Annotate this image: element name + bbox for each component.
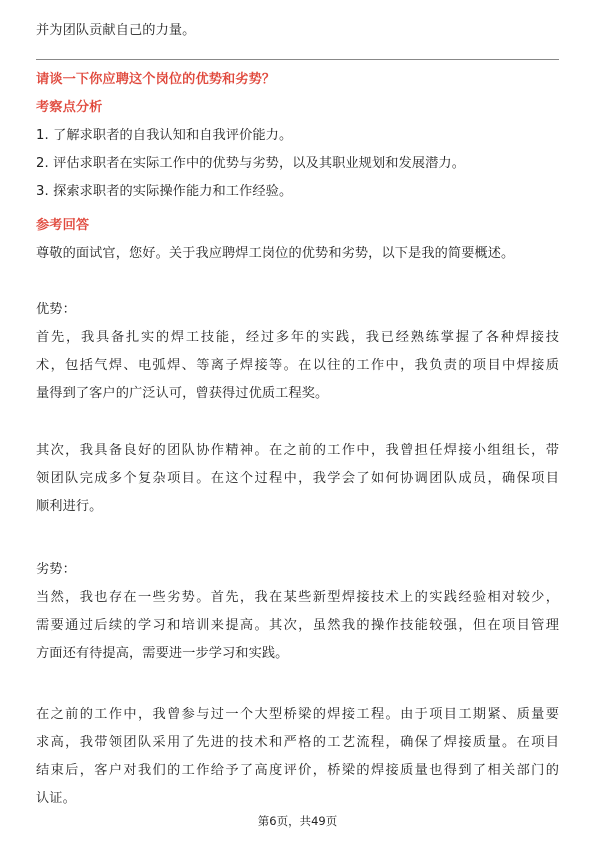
answer-line: 量得到了客户的广泛认可，曾获得过优质工程奖。 xyxy=(36,386,329,401)
question-heading: 请谈一下你应聘这个岗位的优势和劣势？ xyxy=(36,72,276,87)
page-number: 第6页，共49页 xyxy=(257,814,338,828)
answer-line: 结束后，客户对我们的工作给予了高度评价，桥梁的焊接质量也得到了相关部门的 xyxy=(36,763,559,778)
weaknesses-label: 劣势： xyxy=(36,562,76,577)
answer-line: 当然，我也存在一些劣势。首先，我在某些新型焊接技术上的实践经验相对较少， xyxy=(36,590,559,605)
answer-line: 首先，我具备扎实的焊工技能，经过多年的实践，我已经熟练掌握了各种焊接技 xyxy=(36,330,559,345)
answer-line: 在之前的工作中，我曾参与过一个大型桥梁的焊接工程。由于项目工期紧、质量要 xyxy=(36,707,559,722)
analysis-point: 1. 了解求职者的自我认知和自我评价能力。 xyxy=(36,128,293,143)
answer-line: 顺利进行。 xyxy=(36,499,103,514)
analysis-point: 2. 评估求职者在实际工作中的优势与劣势，以及其职业规划和发展潜力。 xyxy=(36,156,465,171)
analysis-heading: 考察点分析 xyxy=(36,100,103,115)
answer-line: 其次，我具备良好的团队协作精神。在之前的工作中，我曾担任焊接小组组长，带 xyxy=(36,443,559,458)
intro-line: 并为团队贡献自己的力量。 xyxy=(36,23,196,38)
analysis-point: 3. 探索求职者的实际操作能力和工作经验。 xyxy=(36,184,293,199)
answer-line: 需要通过后续的学习和培训来提高。其次，虽然我的操作技能较强，但在项目管理 xyxy=(36,618,559,633)
section-divider xyxy=(36,59,559,60)
answer-line: 求高，我带领团队采用了先进的技术和严格的工艺流程，确保了焊接质量。在项目 xyxy=(36,735,559,750)
answer-line: 尊敬的面试官，您好。关于我应聘焊工岗位的优势和劣势，以下是我的简要概述。 xyxy=(36,246,515,261)
answer-line: 术，包括气焊、电弧焊、等离子焊接等。在以往的工作中，我负责的项目中焊接质 xyxy=(36,358,559,373)
answer-heading: 参考回答 xyxy=(36,218,90,233)
answer-line: 领团队完成多个复杂项目。在这个过程中，我学会了如何协调团队成员，确保项目 xyxy=(36,471,559,486)
answer-line: 认证。 xyxy=(36,791,76,806)
strengths-label: 优势： xyxy=(36,302,76,317)
answer-line: 方面还有待提高，需要进一步学习和实践。 xyxy=(36,646,289,661)
